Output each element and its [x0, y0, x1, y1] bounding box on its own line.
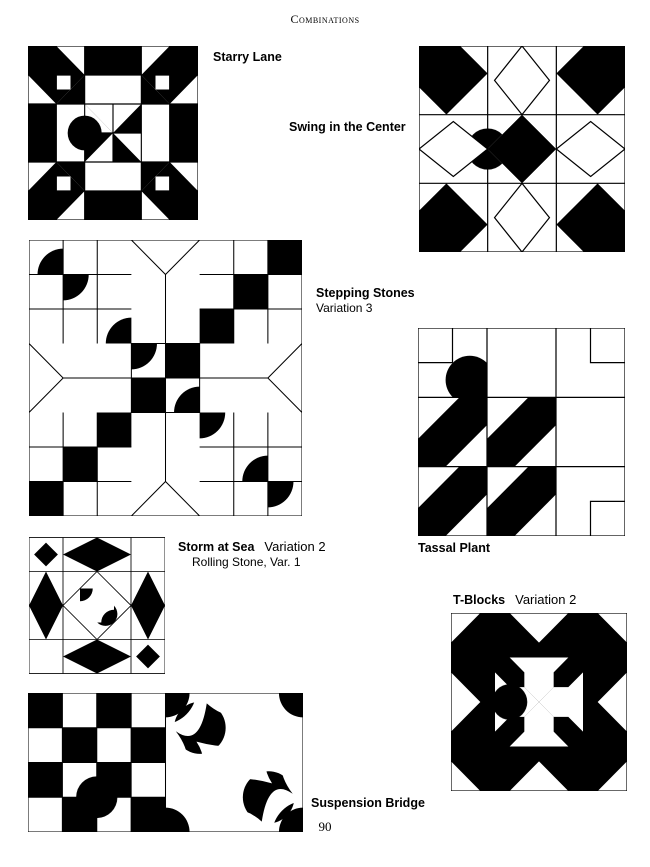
- t-blocks-label: [453, 592, 576, 607]
- tassal-plant-label: Tassal Plant: [418, 541, 491, 555]
- storm-at-sea-label: [178, 539, 326, 554]
- starry-lane-block: [28, 46, 198, 220]
- storm-at-sea-name: Storm at Sea: [178, 540, 255, 554]
- suspension-bridge-block: [28, 693, 303, 832]
- suspension-bridge-label: Suspension Bridge: [311, 796, 425, 810]
- t-blocks-name: T-Blocks: [453, 593, 506, 607]
- t-blocks-block: [451, 613, 627, 791]
- storm-at-sea-alt-name: Rolling Stone, Var. 1: [192, 555, 301, 569]
- swing-in-the-center-label: Swing in the Center: [289, 120, 406, 134]
- tassal-plant-block: [418, 328, 625, 536]
- stepping-stones-variation: Variation 3: [316, 301, 373, 315]
- t-blocks-variation: Variation 2: [515, 592, 577, 607]
- stepping-stones-block: [29, 240, 302, 516]
- storm-at-sea-block: [29, 537, 165, 674]
- storm-at-sea-variation: Variation 2: [264, 539, 326, 554]
- stepping-stones-label: Stepping Stones: [316, 286, 415, 300]
- swing-in-the-center-block: [419, 46, 625, 252]
- page-header: Combinations: [290, 12, 360, 26]
- starry-lane-label: Starry Lane: [213, 50, 282, 64]
- page-number: 90: [318, 819, 332, 834]
